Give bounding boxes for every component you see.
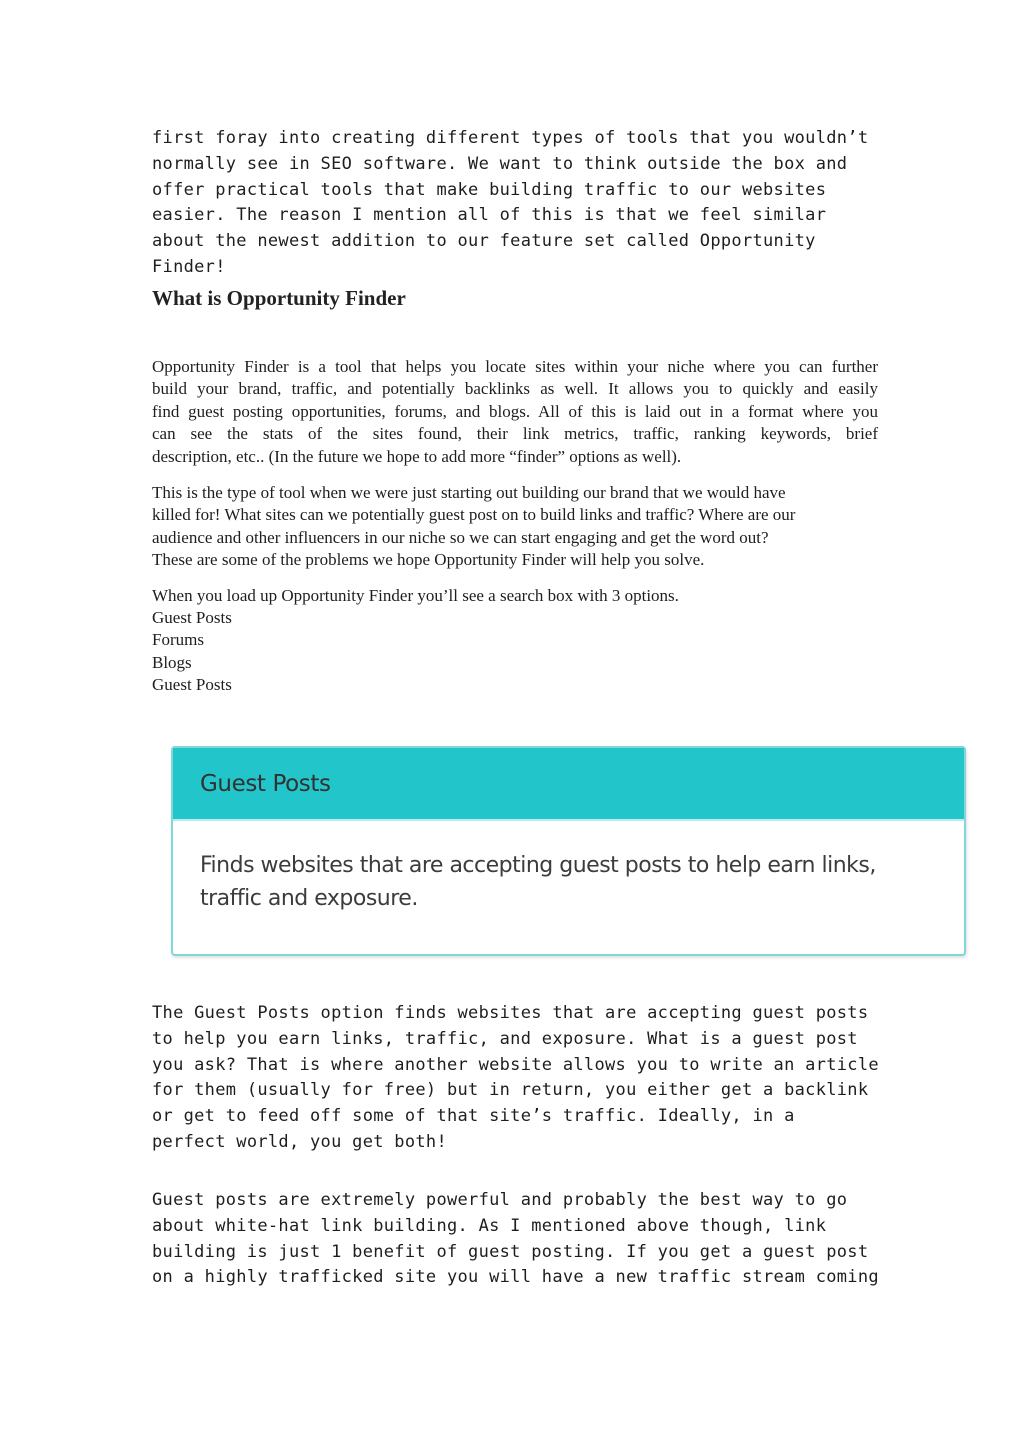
power-line: Guest posts are extremely powerful and probably the best way to go xyxy=(152,1190,848,1210)
card-body xyxy=(173,821,964,915)
guest-posts-line: to help you earn links, traffic, and exposure. What is a guest post xyxy=(152,1028,858,1049)
list-item: Guest Posts xyxy=(152,675,232,695)
power-line: on a highly trafficked site you will have a new traffic stream coming xyxy=(152,1267,879,1288)
description-line: description, etc.. (In the future we hope to add more “finder” options as well). xyxy=(152,446,682,466)
card-header xyxy=(173,748,964,821)
intro-line: about the newest addition to our feature set called Opportunity xyxy=(152,231,816,252)
card-title: Guest Posts xyxy=(200,770,331,797)
section-heading: What is Opportunity Finder xyxy=(152,286,406,310)
guest-posts-line: you ask? That is where another website allows you to write an article xyxy=(152,1054,879,1075)
intro-line: easier. The reason I mention all of this is that we feel similar xyxy=(152,205,827,226)
card-body-line: Finds websites that are accepting guest posts to help earn links, xyxy=(200,853,876,878)
card-body-line: traffic and exposure. xyxy=(200,886,418,911)
description-line: build your brand, traffic, and potentially backlinks as well. It allows you to quickly and easily xyxy=(152,379,878,399)
intro-line: offer practical tools that make building traffic to our websites xyxy=(152,179,827,200)
intro-paragraph xyxy=(152,126,912,281)
intro-line: first foray into creating different types of tools that you wouldn’t xyxy=(152,128,869,148)
list-item: Guest Posts xyxy=(152,608,232,627)
guest-posts-line: The Guest Posts option finds websites that are accepting guest posts xyxy=(152,1003,869,1023)
motivation-paragraph xyxy=(152,482,878,572)
options-list xyxy=(152,607,232,697)
guest-posts-line: for them (usually for free) but in return, you either get a backlink xyxy=(152,1080,869,1101)
power-line: building is just 1 benefit of guest posting. If you get a guest post xyxy=(152,1241,869,1262)
options-intro: When you load up Opportunity Finder you’ll see a search box with 3 options. xyxy=(152,586,679,605)
motivation-line: These are some of the problems we hope Opportunity Finder will help you solve. xyxy=(152,550,705,570)
description-line: can see the stats of the sites found, their link metrics, traffic, ranking keywords, brief xyxy=(152,424,878,444)
description-paragraph xyxy=(152,356,878,468)
motivation-line: killed for! What sites can we potentially guest post on to build links and traffic? Where are our xyxy=(152,505,796,525)
power-line: about white-hat link building. As I mentioned above though, link xyxy=(152,1215,827,1236)
description-line: find guest posting opportunities, forums, and blogs. All of this is laid out in a format where you xyxy=(152,401,878,421)
motivation-line: This is the type of tool when we were just starting out building our brand that we would have xyxy=(152,483,786,502)
intro-line: Finder! xyxy=(152,256,226,277)
motivation-line: audience and other influencers in our niche so we can start engaging and get the word out? xyxy=(152,527,769,547)
description-line: Opportunity Finder is a tool that helps you locate sites within your niche where you can further xyxy=(152,357,878,376)
list-item: Forums xyxy=(152,630,204,650)
guest-posts-paragraph xyxy=(152,1001,912,1156)
guest-posts-line: perfect world, you get both! xyxy=(152,1131,447,1152)
intro-line: normally see in SEO software. We want to think outside the box and xyxy=(152,153,848,174)
guest-posts-card xyxy=(171,746,966,956)
list-item: Blogs xyxy=(152,652,192,672)
power-paragraph xyxy=(152,1188,912,1291)
guest-posts-line: or get to feed off some of that site’s traffic. Ideally, in a xyxy=(152,1106,795,1127)
